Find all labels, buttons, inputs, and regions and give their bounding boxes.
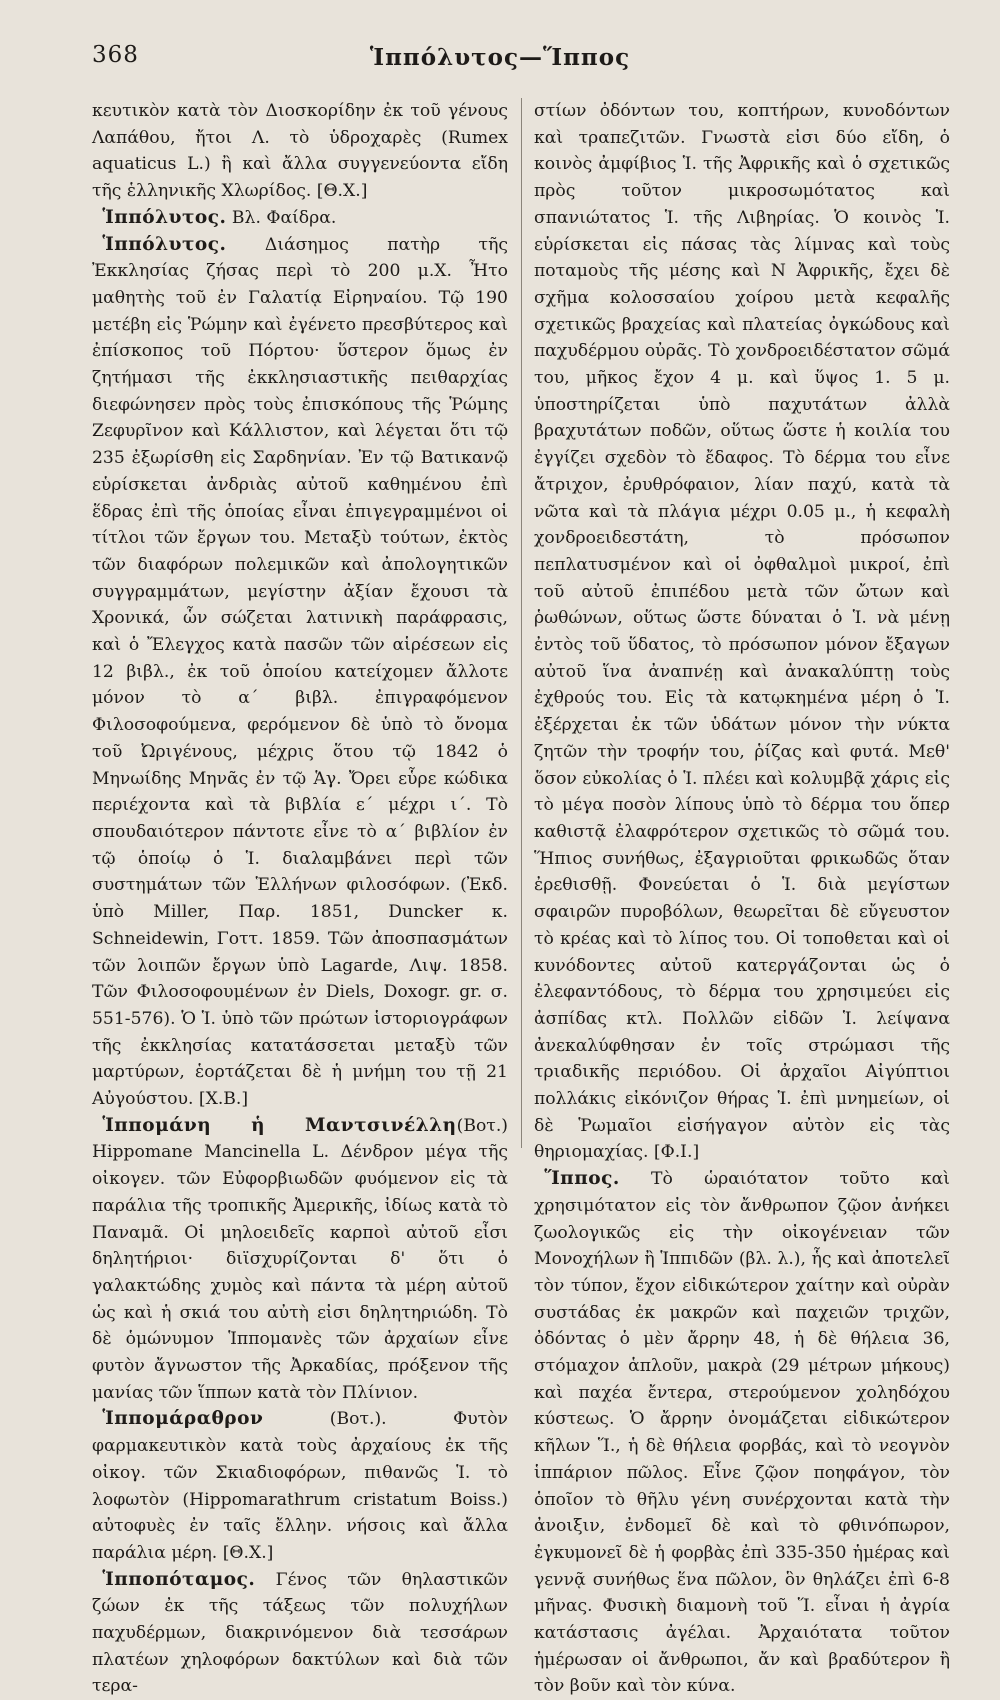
dictionary-entry: [92, 205, 508, 232]
right-column: [534, 98, 950, 1697]
entry-text: (Βοτ.) Hippomane Mancinella L. Δένδρον μέγα τῆς οἰκογεν. τῶν Εὐφορβιωδῶν φυόμενον εἰς τὰ παράλια τῆς τροπικῆς Ἀμερικῆς, ἰδίως κατὰ τὸ Παναμᾶ. Οἱ μηλοειδεῖς καρποὶ αὐτοῦ εἶσι δηλητήριοι· διϊσχυρίζονται δ' ὅτι ὁ γαλακτώδης χυμὸς καὶ πάντα τὰ μέρη αὐτοῦ ὡς καὶ ἡ σκιά του αὐτὴ εἰσι δηλητηριώδη. Τὸ δὲ ὁμώνυμον Ἱππομανὲς τῶν ἀρχαίων εἶνε φυτὸν ἄγνωστον τῆς Ἀρκαδίας, πρόξενον τῆς μανίας τῶν ἵππων κατὰ τὸν Πλίνιον.: [92, 1115, 508, 1403]
entry-text: Τὸ ὡραιότατον τοῦτο καὶ χρησιμότατον εἰς τὸν ἄνθρωπον ζῷον ἀνήκει ζωολογικῶς εἰς τὴν οἰκογένειαν τῶν Μονοχήλων ἢ Ἱππιδῶν (βλ. λ.), ἧς καὶ ἀποτελεῖ τὸν τύπον, ἔχον εἰδικώτερον χαίτην καὶ οὐρὰν συστάδας ἐκ μακρῶν καὶ παχειῶν τριχῶν, ὀδόντας ὁ μὲν ἄρρην 48, ἡ δὲ θήλεια 36, στόμαχον ἁπλοῦν, μακρὰ (29 μέτρων μήκους) καὶ παχέα ἔντερα, στερούμενον χοληδόχου κύστεως. Ὁ ἄρρην ὀνομάζεται εἰδικώτερον κῆλων Ἵ., ἡ δὲ θήλεια φορβάς, καὶ τὸ νεογνὸν ἱππάριον πῶλος. Εἶνε ζῷον ποηφάγον, τὸν ὁποῖον τὸ θῆλυ γένη συνέρχονται κατὰ τὴν ἀνοιξιν, ἐνδομεῖ δὲ καὶ τὸ φθινόπωρον, ἐγκυμονεῖ δὲ ἡ φορβὰς ἐπὶ 335-350 ἡμέρας καὶ γεννᾷ συνήθως ἕνα πῶλον, ὃν θηλάζει ἐπὶ 6-8 μῆνας. Φυσικὴ διαμονὴ τοῦ Ἵ. εἶναι ἡ ἀγρία κατάστασις ἀγέλαι. Ἀρχαιότατα τοῦτον ἡμέρωσαν οἱ ἄνθρωποι, ἄν καὶ βραδύτερον ἢ τὸν βοῦν καὶ τὸν κύνα.: [534, 1169, 950, 1697]
page-header: [0, 38, 1000, 78]
entry-text: κευτικὸν κατὰ τὸν Διοσκορίδην ἐκ τοῦ γένους Λαπάθου, ἤτοι Λ. τὸ ὑδροχαρὲς (Rumex aquaticus L.) ἢ καὶ ἄλλα συγγενεύοντα εἴδη τῆς ἑλληνικῆς Χλωρίδος. [Θ.Χ.]: [92, 101, 508, 202]
entry-text: Γένος τῶν θηλαστικῶν ζώων ἐκ τῆς τάξεως τῶν πολυχήλων παχυδέρμων, διακρινόμενον διὰ τεσσάρων πλατέων χηλοφόρων δακτύλων καὶ διὰ τῶν τερα-: [92, 1569, 508, 1697]
entry-headword: Ἱππομάνη ἡ Μαντσινέλλη: [102, 1114, 457, 1136]
running-title: Ἱππόλυτος—Ἵππος: [369, 44, 631, 71]
dictionary-entry: [92, 1113, 508, 1407]
dictionary-entry: [92, 232, 508, 1113]
column-divider: [521, 98, 522, 1148]
dictionary-entry: [92, 1406, 508, 1566]
entry-text: Βλ. Φαίδρα.: [226, 207, 337, 228]
entry-headword: Ἱπποπόταμος.: [102, 1568, 256, 1590]
entry-headword: Ἱππόλυτος.: [102, 206, 227, 228]
text-columns: [92, 98, 950, 1697]
left-column: [92, 98, 508, 1697]
entry-text: Διάσημος πατὴρ τῆς Ἐκκλησίας ζήσας περὶ τὸ 200 μ.Χ. Ἦτο μαθητὴς τοῦ ἐν Γαλατίᾳ Εἰρηναίου. Τῷ 190 μετέβη εἰς Ῥώμην καὶ ἐγένετο πρεσβύτερος καὶ ἐπίσκοπος τοῦ Πόρτου· ὕστερον ὅμως ἐν ζητήμασι τῆς ἐκκλησιαστικῆς πειθαρχίας διεφώνησεν πρὸς τοὺς ἐπισκόπους τῆς Ῥώμης Ζεφυρῖνον καὶ Κάλλιστον, καὶ λέγεται ὅτι τῷ 235 ἐξωρίσθη εἰς Σαρδηνίαν. Ἐν τῷ Βατικανῷ εὑρίσκεται ἀνδριὰς αὐτοῦ καθημένου ἐπὶ ἕδρας ἐπὶ τῆς ὁποίας εἶναι ἐπιγεγραμμένοι οἱ τίτλοι τῶν ἔργων του. Μεταξὺ τούτων, ἐκτὸς τῶν διαφόρων πολεμικῶν καὶ ἀπολογητικῶν συγγραμμάτων, μεγίστην ἀξίαν ἔχουσι τὰ Χρονικά, ὧν σώζεται λατινικὴ παράφρασις, καὶ ὁ Ἔλεγχος κατὰ πασῶν τῶν αἱρέσεων εἰς 12 βιβλ., ἐκ τοῦ ὁποίου κατείχομεν ἄλλοτε μόνον τὸ α΄ βιβλ. ἐπιγραφόμενον Φιλοσοφούμενα, φερόμενον δὲ ὑπὸ τὸ ὄνομα τοῦ Ὠριγένους, μέχρις ὅτου τῷ 1842 ὁ Μηνωίδης Μηνᾶς ἐν τῷ Ἁγ. Ὄρει εὗρε κώδικα περιέχοντα καὶ τὰ βιβλία ε΄ μέχρι ι΄. Τὸ σπουδαιότερον πάντοτε εἶνε τὸ α΄ βιβλίον ἐν τῷ ὁποίῳ ὁ Ἱ. διαλαμβάνει περὶ τῶν συστημάτων τῶν Ἑλλήνων φιλοσόφων. (Ἐκδ. ὑπὸ Miller, Παρ. 1851, Duncker κ. Schneidewin, Γοττ. 1859. Τῶν ἀποσπασμάτων τῶν λοιπῶν ἔργων ὑπὸ Lagarde, Λιψ. 1858. Τῶν Φιλοσοφουμένων ἐν Diels, Doxogr. gr. σ. 551-576). Ὁ Ἱ. ὑπὸ τῶν πρώτων ἱστοριογράφων τῆς ἐκκλησίας κατατάσσεται μεταξὺ τῶν μαρτύρων, ἑορτάζεται δὲ ἡ μνήμη του τῇ 21 Αὐγούστου. [Χ.Β.]: [92, 234, 508, 1110]
dictionary-entry: [92, 98, 508, 205]
page-number: 368: [92, 42, 139, 68]
dictionary-entry: [534, 1166, 950, 1700]
entry-headword: Ἱππομάραθρον: [102, 1408, 264, 1430]
dictionary-entry: [534, 98, 950, 1166]
dictionary-entry: [92, 1567, 508, 1700]
entry-headword: Ἵππος.: [544, 1168, 620, 1190]
entry-text: (Βοτ.). Φυτὸν φαρμακευτικὸν κατὰ τοὺς ἀρχαίους ἐκ τῆς οἰκογ. τῶν Σκιαδιοφόρων, πιθανῶς Ἱ. τὸ λοφωτὸν (Hippomarathrum cristatum Boiss.) αὐτοφυὲς ἐν ταῖς ἔλλην. νήσοις καὶ ἄλλα παράλια μέρη. [Θ.Χ.]: [92, 1409, 508, 1563]
entry-text: στίων ὀδόντων του, κοπτήρων, κυνοδόντων καὶ τραπεζιτῶν. Γνωστὰ εἰσι δύο εἴδη, ὁ κοινὸς ἀμφίβιος Ἱ. τῆς Ἀφρικῆς καὶ ὁ σχετικῶς πρὸς τοῦτον μικροσωμότατος καὶ σπανιώτατος Ἱ. τῆς Λιβηρίας. Ὁ κοινὸς Ἱ. εὑρίσκεται εἰς πάσας τὰς λίμνας καὶ τοὺς ποταμοὺς τῆς μέσης καὶ Ν Ἀφρικῆς, ἔχει δὲ σχῆμα κολοσσαίου χοίρου μετὰ κεφαλῆς σχετικῶς βραχείας καὶ πλατείας ὀγκώδους καὶ παχυδέρμου οὐρᾶς. Τὸ χονδροειδέστατον σῶμά του, μῆκος ἔχον 4 μ. καὶ ὕψος 1. 5 μ. ὑποστηρίζεται ὑπὸ παχυτάτων ἀλλὰ βραχυτάτων ποδῶν, οὕτως ὥστε ἡ κοιλία του ἐγγίζει σχεδὸν τὸ ἔδαφος. Τὸ δέρμα του εἶνε ἄτριχον, ἐρυθρόφαιον, λίαν παχύ, κατὰ τὰ νῶτα καὶ τὰ πλάγια μέχρι 0.05 μ., ἡ κεφαλὴ χονδροειδεστάτη, τὸ πρόσωπον πεπλατυσμένον καὶ οἱ ὀφθαλμοὶ μικροί, ἐπὶ τοῦ αὐτοῦ ἐπιπέδου μετὰ τῶν ὤτων καὶ ῥωθώνων, οὕτως ὥστε δύναται ὁ Ἱ. νὰ μένῃ ἐντὸς τοῦ ὕδατος, τὸ πρόσωπον μόνον ἔξαγων αὐτοῦ ἵνα ἀναπνέῃ καὶ ἀνακαλύπτῃ τοὺς ἐχθρούς του. Εἰς τὰ κατῳκημένα μέρη ὁ Ἱ. ἐξέρχεται ἐκ τῶν ὑδάτων μόνον τὴν νύκτα ζητῶν τὴν τροφήν του, ῥίζας καὶ φυτά. Μεθ' ὅσον εὐκολίας ὁ Ἱ. πλέει καὶ κολυμβᾷ χάρις εἰς τὸ μέγα ποσὸν λίπους ὑπὸ τὸ δέρμα του ὅπερ καθιστᾷ ἐλαφρότερον σχετικῶς τὸ σῶμά του. Ἥπιος συνήθως, ἐξαγριοῦται φρικωδῶς ὅταν ἐρεθισθῇ. Φονεύεται ὁ Ἱ. διὰ μεγίστων σφαιρῶν πυροβόλων, θεωρεῖται δὲ εὔγευστον τὸ κρέας καὶ τὸ λίπος του. Οἱ τοποθεται καὶ οἱ κυνόδοντες αὐτοῦ κατεργάζονται ὡς ὁ ἐλεφαντόδους, τὸ δέρμα του χρησιμεύει εἰς ἀσπίδας κτλ. Πολλῶν εἰδῶν Ἱ. λείψανα ἀνεκαλύφθησαν ἐν τοῖς στρώμασι τῆς τριαδικῆς περιόδου. Οἱ ἀρχαῖοι Αἰγύπτιοι πολλάκις εἰκόνιζον θήρας Ἱ. ἐπὶ μνημείων, οἱ δὲ Ῥωμαῖοι εἰσήγαγον αὐτὸν εἰς τὰς θηριομαχίας. [Φ.Ι.]: [534, 101, 950, 1163]
entry-headword: Ἱππόλυτος.: [102, 233, 227, 255]
